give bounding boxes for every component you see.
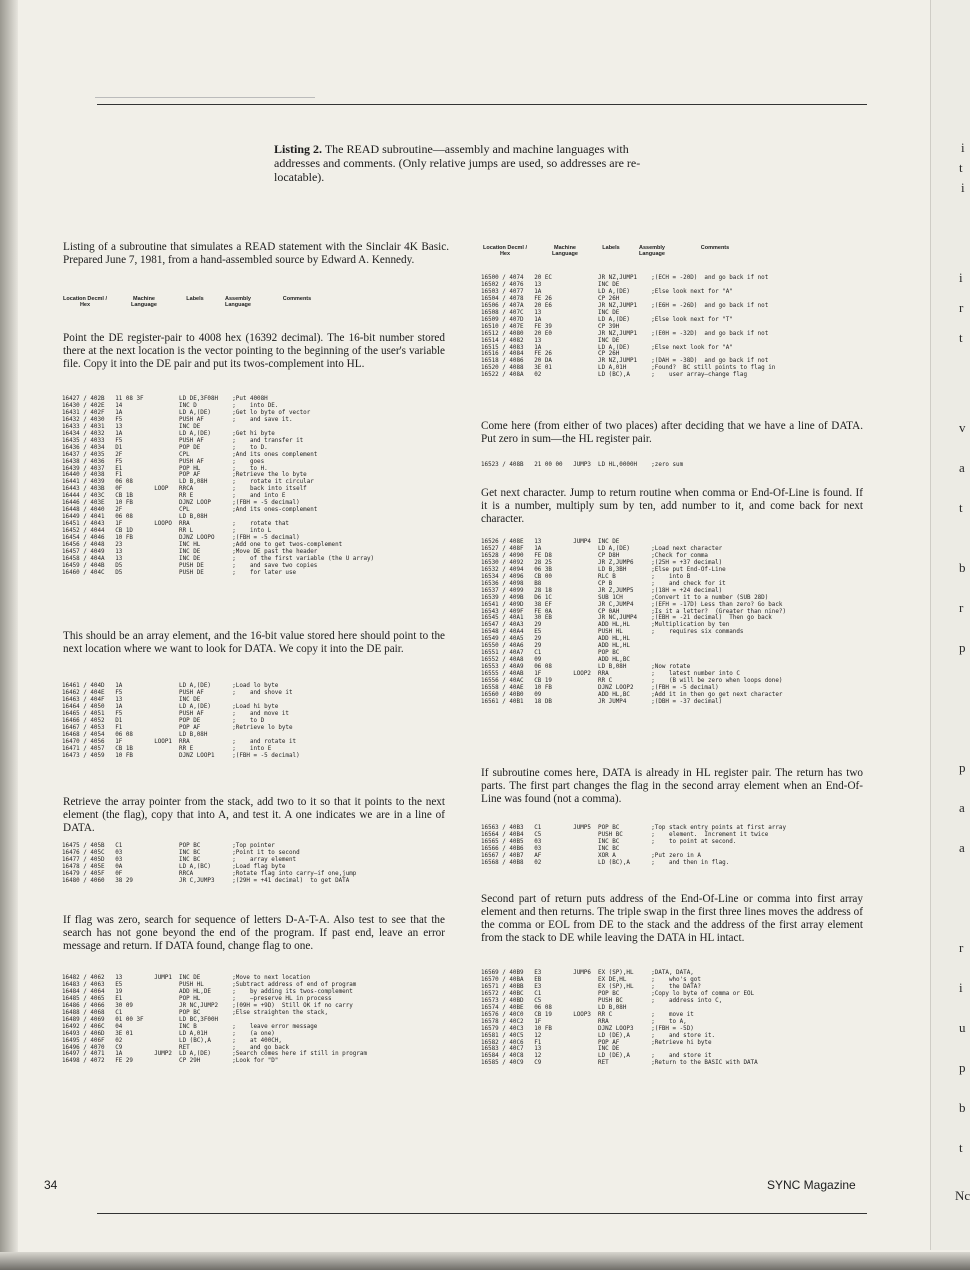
header-assembly: Assembly Language [225, 296, 251, 308]
listing-caption [274, 142, 674, 184]
code-listing-7: 16526 / 408E 13 JUMP4 INC DE 16527 / 408F 1A LD A,(DE) ;Load next character 16528 / 4090 FE D8 CP D8H ;Check for comma 16530 / 4092 28 25 JR Z,JUMP6 ;(25H = +37 decimal) 16532 / 4094 06 3B LD B,3BH ;Else put End-Of-Line 16534 / 4096 CB 00 RLC B ; into B 16536 / 4098 B8 CP B ; and check for it 16537 / 4099 28 18 JR Z,JUMP5 ;(18H = +24 decimal) 16539 / 409B D6 1C SUB 1CH ;Convert it to a number (SUB 28D) 16541 / 409D 38 EF JR C,JUMP4 ;(EFH = -17D) Less than zero? Go back 16543 / 409F FE 0A CP 0AH ;Is it a letter? (Greater than nine?) 16545 / 40A1 30 EB JR NC,JUMP4 ;(EBH = -21 decimal) Then go back 16547 / 40A3 29 ADD HL,HL ;Multiplication by ten 16548 / 40A4 E5 PUSH HL ; requires six commands 16549 / 40A5 29 ADD HL,HL 16550 / 40A6 29 ADD HL,HL 16551 / 40A7 C1 POP BC 16552 / 40A8 09 ADD HL,BC 16553 / 40A9 06 08 LD B,08H ;Now rotate 16555 / 40AB 1F LOOP2 RRA ; latest number into C 16556 / 40AC CB 19 RR C ; (B will be zero when loops done) 16558 / 40AE 10 FB DJNZ LOOP2 ;(FBH = -5 decimal) 16560 / 40B0 09 ADD HL,BC ;Add it in then go get next character 16561 / 40B1 18 DB JR JUMP4 ;(DBH = -37 decimal) [481, 539, 786, 705]
header-location: Location Decml / Hex [62, 296, 107, 308]
faint-rule [95, 97, 315, 98]
intro-text: Listing of a subroutine that simulates a READ statement with the Sinclair 4K Basic. Prepared June 7, 1981, from a hand-assembled source by Edward A. Kennedy. [63, 241, 449, 266]
code-listing-6: 16523 / 408B 21 00 00 JUMP3 LD HL,0000H ;zero sum [481, 462, 684, 468]
page-number: 34 [44, 1178, 58, 1192]
header-assembly-right: Assembly Language [639, 245, 665, 257]
header-machine: Machine Language [131, 296, 157, 308]
paragraph-point-de: Point the DE register-pair to 4008 hex (16392 decimal). The 16-bit number stored there at the next location is the vector pointing to the beginning of the user's variable file. Copy it into the DE pair and put its twos-complement into HL. [63, 332, 445, 370]
header-comments-right: Comments [700, 245, 730, 251]
header-location-right: Location Decml / Hex [482, 245, 527, 257]
paragraph-array-element: This should be an array element, and the 16-bit value stored here should point to the next location where we want to look for DATA. We copy it into the DE pair. [63, 630, 445, 655]
header-labels: Labels [186, 296, 204, 302]
binding-shadow [0, 0, 18, 1270]
code-listing-3: 16475 / 405B C1 POP BC ;Top pointer 16476 / 405C 03 INC BC ;Point it to second 16477 / 405D 03 INC BC ; array element 16478 / 405E 0A LD A,(BC) ;Load flag byte 16479 / 405F 0F RRCA ;Rotate flag into carry—if one,jump 16480 / 4060 38 29 JR C,JUMP3 ;(29H = +41 decimal) to get DATA [62, 843, 357, 884]
code-listing-5: 16500 / 4074 20 EC JR NZ,JUMP1 ;(ECH = -20D) and go back if not 16502 / 4076 13 INC DE 16503 / 4077 1A LD A,(DE) ;Else look next for "A" 16504 / 4078 FE 26 CP 26H 16506 / 407A 20 E6 JR NZ,JUMP1 ;(E6H = -26D) and go back if not 16508 / 407C 13 INC DE 16509 / 407D 1A LD A,(DE) ;Else look next for "T" 16510 / 407E FE 39 CP 39H 16512 / 4080 20 E0 JR NZ,JUMP1 ;(E0H = -32D) and go back if not 16514 / 4082 13 INC DE 16515 / 4083 1A LD A,(DE) ;Else next look for "A" 16516 / 4084 FE 26 CP 26H 16518 / 4086 20 DA JR NZ,JUMP1 ;(DAH = -38D) and go back if not 16520 / 4088 3E 01 LD A,01H ;Found? BC still points to flag in 16522 / 408A 02 LD (BC),A ; user array—change flag [481, 275, 776, 379]
bottom-rule [97, 1213, 867, 1214]
paragraph-second-part: Second part of return puts address of the End-Of-Line or comma into first array element and then returns. The triple swap in the first three lines moves the address of the comma or EOL from DE to the stack and the address of the first array element from the stack to DE while leaving the DATA in HL intact. [481, 893, 863, 944]
code-listing-9: 16569 / 40B9 E3 JUMP6 EX (SP),HL ;DATA, DATA, 16570 / 40BA EB EX DE,HL ; who's got 16571 / 40BB E3 EX (SP),HL ; the DATA? 16572 / 40BC C1 POP BC ;Copy lo byte of comma or EOL 16573 / 40BD C5 PUSH BC ; address into C, 16574 / 40BE 06 08 LD B,08H 16576 / 40C0 CB 19 LOOP3 RR C ; move it 16578 / 40C2 1F RRA ; to A, 16579 / 40C3 10 FB DJNZ LOOP3 ;(FBH = -5D) 16581 / 40C5 12 LD (DE),A ; and store it. 16582 / 40C6 F1 POP AF ;Retrieve hi byte 16583 / 40C7 13 INC DE 16584 / 40C8 12 LD (DE),A ; and store it 16585 / 40C9 C9 RET ;Return to the BASIC with DATA [481, 970, 758, 1067]
paragraph-come-here: Come here (from either of two places) after deciding that we have a line of DATA. Put zero in sum—the HL register pair. [481, 420, 863, 445]
code-listing-1: 16427 / 402B 11 08 3F LD DE,3F08H ;Put 4008H 16430 / 402E 14 INC D ; into DE. 16431 / 402F 1A LD A,(DE) ;Get lo byte of vector 16432 / 4030 F5 PUSH AF ; and save it. 16433 / 4031 13 INC DE 16434 / 4032 1A LD A,(DE) ;Get hi byte 16435 / 4033 F5 PUSH AF ; and transfer it 16436 / 4034 D1 POP DE ; to D. 16437 / 4035 2F CPL ;And its ones complement 16438 / 4036 F5 PUSH AF ; goes 16439 / 4037 E1 POP HL ; to H. 16440 / 4038 F1 POP AF ;Retrieve the lo byte 16441 / 4039 06 08 LD B,08H ; rotate it circular 16443 / 403B 0F LOOP RRCA ; back into itself 16444 / 403C CB 1B RR E ; and into E 16446 / 403E 10 FB DJNZ LOOP ;(FBH = -5 decimal) 16448 / 4040 2F CPL ;And its ones-complement 16449 / 4041 06 08 LD B,08H 16451 / 4043 1F LOOPO RRA ; rotate that 16452 / 4044 CB 1D RR L ; into L 16454 / 4046 10 FB DJNZ LOOPO ;(FBH = -5 decimal) 16456 / 4048 23 INC HL ;Add one to get twos-complement 16457 / 4049 13 INC DE ;Move DE past the header 16458 / 404A 13 INC DE ; of the first variable (the U array) 16459 / 404B D5 PUSH DE ; and save two copies 16460 / 404C D5 PUSH DE ; for later use [62, 396, 375, 576]
top-rule [97, 104, 867, 105]
caption-label: Listing 2. [274, 142, 323, 156]
next-page-edge: i t i i r t v a t b r p p a a r i u p b t Nc [930, 0, 970, 1250]
paragraph-flag-zero: If flag was zero, search for sequence of letters D-A-T-A. Also test to see that the search has not gone beyond the end of the program. If past end, leave an error message and return. If DATA found, change flag to one. [63, 914, 445, 952]
paragraph-next-character: Get next character. Jump to return routine when comma or End-Of-Line is found. If it is a number, multiply sum by ten, add number to it, and come back for next character. [481, 487, 863, 525]
code-listing-4: 16482 / 4062 13 JUMP1 INC DE ;Move to next location 16483 / 4063 E5 PUSH HL ;Subtract address of end of program 16484 / 4064 19 ADD HL,DE ; by adding its twos-complement 16485 / 4065 E1 POP HL ; —preserve HL in process 16486 / 4066 30 09 JR NC,JUMP2 ;(09H = +9D) Still OK if no carry 16488 / 4068 C1 POP BC ;Else straighten the stack, 16489 / 4069 01 00 3F LD BC,3F00H 16492 / 406C 04 INC B ; leave error message 16493 / 406D 3E 01 LD A,01H ; (a one) 16495 / 406F 02 LD (BC),A ; at 400CH, 16496 / 4070 C9 RET ; and go back 16497 / 4071 1A JUMP2 LD A,(DE) ;Search comes here if still in program 16498 / 4072 FE 29 CP 29H ;Look for "D" [62, 975, 367, 1065]
paragraph-array-pointer: Retrieve the array pointer from the stack, add two to it so that it points to the next element (the flag), copy that into A, and test it. A one indicates we are in a line of DATA. [63, 796, 445, 834]
code-listing-8: 16563 / 40B3 C1 JUMP5 POP BC ;Top stack entry points at first array 16564 / 40B4 C5 PUSH BC ; element. Increment it twice 16565 / 40B5 03 INC BC ; to point at second. 16566 / 40B6 03 INC BC 16567 / 40B7 AF XOR A ;Put zero in A 16568 / 40B8 02 LD (BC),A ; and then in flag. [481, 825, 786, 866]
header-machine-right: Machine Language [552, 245, 578, 257]
magazine-name: SYNC Magazine [767, 1178, 856, 1192]
scan-bottom-edge [0, 1252, 970, 1270]
header-comments: Comments [282, 296, 312, 302]
header-labels-right: Labels [602, 245, 620, 251]
caption-text: The READ subroutine—assembly and machine languages with addresses and comments. (Only relative jumps are used, so addresses are re-locatable). [274, 142, 641, 184]
code-listing-2: 16461 / 404D 1A LD A,(DE) ;Load lo byte 16462 / 404E F5 PUSH AF ; and shove it 16463 / 404F 13 INC DE 16464 / 4050 1A LD A,(DE) ;Load hi byte 16465 / 4051 F5 PUSH AF ; and move it 16466 / 4052 D1 POP DE ; to D 16467 / 4053 F1 POP AF ;Retrieve lo byte 16468 / 4054 06 08 LD B,08H 16470 / 4056 1F LOOP1 RRA ; and rotate it 16471 / 4057 CB 1B RR E ; into E 16473 / 4059 10 FB DJNZ LOOP1 ;(FBH = -5 decimal) [62, 683, 300, 759]
paragraph-data-in-hl: If subroutine comes here, DATA is already in HL register pair. The return has two parts. The first part changes the flag in the second array element when an End-Of-Line was found (not a comma). [481, 767, 863, 805]
